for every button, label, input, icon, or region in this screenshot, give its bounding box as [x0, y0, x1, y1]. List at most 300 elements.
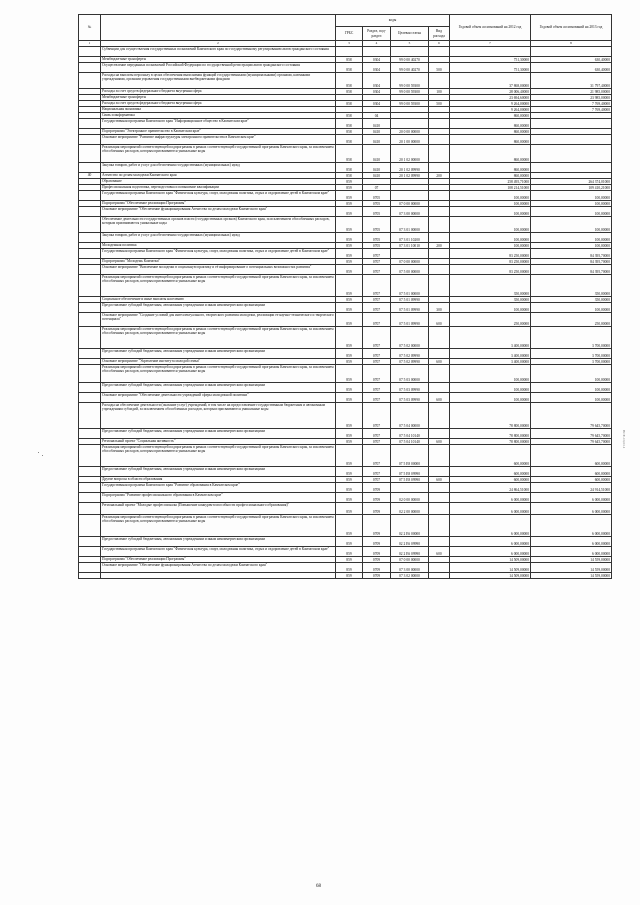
row-razdel: 0707	[363, 365, 391, 383]
row-number	[79, 207, 101, 217]
row-number	[79, 217, 101, 233]
row-amount-2012: 100,00000	[450, 191, 531, 201]
row-name: Закупка товаров, работ и услуг для обеспечения государственных (муниципальных) нужд	[101, 233, 336, 243]
row-amount-2013: 14 559,00000	[531, 573, 612, 579]
column-index: 7	[450, 41, 531, 47]
table-row	[79, 327, 612, 349]
row-amount-2013: 6 000,00000	[531, 547, 612, 557]
row-name: Межбюджетные трансферты	[101, 95, 336, 101]
row-name: Агентство по делам молодежи Камчатского края	[101, 173, 336, 179]
row-vr	[429, 563, 450, 573]
row-razdel: 0707	[363, 303, 391, 313]
row-razdel: 0707	[363, 383, 391, 393]
row-number	[79, 383, 101, 393]
table-row	[79, 163, 612, 173]
row-amount-2013: 100,00000	[531, 393, 612, 403]
row-name: Реализация мероприятий соответствующей подпрограммы в рамках соответствующей государственной программы Камчатского края, за исключением обособленных расходов, которым присваиваются уникальные коды	[101, 515, 336, 537]
row-amount-2013	[531, 47, 612, 57]
row-amount-2013: 14 559,00000	[531, 557, 612, 563]
row-grbs: 858	[336, 101, 363, 107]
table-row	[79, 249, 612, 259]
row-csr: 07 5 04 10140	[391, 429, 429, 439]
row-razdel	[363, 47, 391, 57]
row-razdel: 0709	[363, 493, 391, 503]
table-row	[79, 217, 612, 233]
row-number	[79, 135, 101, 145]
row-name: Государственная программа Камчатского края "Информационное общество в Камчатском крае"	[101, 119, 336, 129]
row-name: Расходы на выплаты персоналу в целях обеспечения выполнения функций государственными (муниципальными) органами, казенными учреждениями, органами управления государственными внебюджетными фондами	[101, 73, 336, 89]
table-row	[79, 73, 612, 89]
row-vr: 600	[429, 393, 450, 403]
row-number	[79, 503, 101, 515]
table-row	[79, 403, 612, 429]
row-razdel: 0707	[363, 403, 391, 429]
row-razdel: 0410	[363, 163, 391, 173]
row-razdel: 0410	[363, 129, 391, 135]
column-index: 6	[429, 41, 450, 47]
row-name: Предоставление субсидий бюджетным, автономным учреждениям и иным некоммерческим организациям	[101, 467, 336, 477]
row-grbs: 858	[336, 57, 363, 63]
row-name: Национальная экономика	[101, 107, 336, 113]
header-2012: Годовой объем ассигнований на 2012 год	[450, 15, 531, 41]
row-amount-2013: 100,00000	[531, 201, 612, 207]
row-vr	[429, 135, 450, 145]
row-vr	[429, 217, 450, 233]
row-number	[79, 275, 101, 297]
row-name: Социальное обеспечение и иные выплаты населению	[101, 297, 336, 303]
table-row	[79, 275, 612, 297]
row-amount-2013: 6 000,00000	[531, 537, 612, 547]
row-name: Подпрограмма "Обеспечение реализации Программы"	[101, 201, 336, 207]
table-row	[79, 393, 612, 403]
row-amount-2012: 600,00000	[450, 477, 531, 483]
row-grbs: 859	[336, 445, 363, 467]
row-razdel: 0707	[363, 249, 391, 259]
row-amount-2012: 6 000,00000	[450, 503, 531, 515]
row-amount-2013: 100,00000	[531, 233, 612, 243]
row-vr	[429, 163, 450, 173]
row-vr	[429, 265, 450, 275]
row-grbs: 859	[336, 537, 363, 547]
row-number	[79, 163, 101, 173]
row-amount-2013: 600,00000	[531, 467, 612, 477]
row-amount-2012: 860,00000	[450, 129, 531, 135]
row-number	[79, 233, 101, 243]
row-vr: 500	[429, 101, 450, 107]
table-row	[79, 537, 612, 547]
row-razdel: 0709	[363, 503, 391, 515]
row-csr: 20 1 00 00000	[391, 135, 429, 145]
row-grbs: 859	[336, 303, 363, 313]
row-vr: 100	[429, 89, 450, 95]
row-csr: 20 1 02 09990	[391, 173, 429, 179]
row-csr: 02 2 E6 09990	[391, 537, 429, 547]
header-csr: Целевая статья	[391, 27, 429, 41]
table-row	[79, 515, 612, 537]
budget-table	[78, 14, 612, 579]
row-number	[79, 393, 101, 403]
row-amount-2013: 630,40000	[531, 57, 612, 63]
row-vr	[429, 47, 450, 57]
row-razdel: 0709	[363, 573, 391, 579]
row-amount-2013: 7 769,40000	[531, 101, 612, 107]
row-grbs: 859	[336, 557, 363, 563]
row-number	[79, 119, 101, 129]
row-csr: 07 5 02 09990	[391, 349, 429, 359]
row-grbs: 859	[336, 493, 363, 503]
row-razdel: 0709	[363, 515, 391, 537]
row-vr	[429, 327, 450, 349]
row-grbs: 859	[336, 207, 363, 217]
row-number	[79, 47, 101, 57]
row-amount-2013: 14 559,00000	[531, 563, 612, 573]
row-name: Региональный проект "Социальная активность"	[101, 439, 336, 445]
row-amount-2012: 3 400,00000	[450, 359, 531, 365]
row-grbs: 859	[336, 179, 363, 185]
row-number	[79, 547, 101, 557]
row-amount-2012: 14 509,00000	[450, 573, 531, 579]
row-vr: 500	[429, 63, 450, 73]
row-csr	[391, 191, 429, 201]
row-grbs: 859	[336, 249, 363, 259]
row-grbs: 859	[336, 403, 363, 429]
row-number	[79, 303, 101, 313]
row-amount-2012: 83 250,00000	[450, 259, 531, 265]
row-name: Предоставление субсидий бюджетным, автономным учреждениям и иным некоммерческим организациям	[101, 383, 336, 393]
row-amount-2012: 100,00000	[450, 303, 531, 313]
row-csr: 07 5 00 00000	[391, 265, 429, 275]
row-razdel: 0705	[363, 233, 391, 243]
row-number	[79, 493, 101, 503]
row-amount-2013: 100,00000	[531, 365, 612, 383]
row-csr: 07 3 01 00000	[391, 217, 429, 233]
row-razdel: 07	[363, 185, 391, 191]
row-razdel: 0705	[363, 243, 391, 249]
row-csr: 07 0 00 00000	[391, 201, 429, 207]
column-index: 1	[79, 41, 101, 47]
row-amount-2012: 24 864,51000	[450, 483, 531, 493]
header-number: №	[79, 15, 101, 41]
row-vr: 600	[429, 439, 450, 445]
row-number	[79, 403, 101, 429]
row-amount-2013	[531, 135, 612, 145]
row-name: Реализация мероприятий соответствующей подпрограммы в рамках соответствующей государственной программы Камчатского края, за исключением обособленных расходов, которым присваиваются уникальные коды	[101, 145, 336, 163]
row-amount-2012: 23 694,60000	[450, 95, 531, 101]
row-amount-2012	[450, 47, 531, 57]
row-amount-2013: 3 700,00000	[531, 349, 612, 359]
row-number	[79, 365, 101, 383]
row-amount-2013: 31 797,40000	[531, 73, 612, 89]
row-amount-2013	[531, 145, 612, 163]
table-row	[79, 63, 612, 73]
row-number	[79, 483, 101, 493]
table-row	[79, 445, 612, 467]
row-razdel: 0707	[363, 259, 391, 265]
scan-speck	[38, 452, 39, 453]
row-amount-2012: 860,00000	[450, 173, 531, 179]
row-amount-2013: 84 395,70000	[531, 249, 612, 259]
row-amount-2013: 350,00000	[531, 275, 612, 297]
row-amount-2012: 860,00000	[450, 113, 531, 119]
row-razdel: 0707	[363, 349, 391, 359]
row-name: Предоставление субсидий бюджетным, автономным учреждениям и иным некоммерческим организациям	[101, 429, 336, 439]
row-grbs: 858	[336, 63, 363, 73]
row-razdel: 0410	[363, 145, 391, 163]
row-razdel: 0707	[363, 265, 391, 275]
row-razdel: 0707	[363, 467, 391, 477]
row-csr	[391, 119, 429, 129]
row-razdel: 0304	[363, 73, 391, 89]
row-amount-2012: 28 006,40000	[450, 89, 531, 95]
row-amount-2013: 6 000,00000	[531, 493, 612, 503]
row-name: Реализация мероприятий соответствующей подпрограммы в рамках соответствующей государственной программы Камчатского края, за исключением обособленных расходов, которым присваиваются уникальные коды	[101, 327, 336, 349]
row-vr	[429, 503, 450, 515]
row-name: Обеспечение деятельности государственных органов власти (государственных органов) Камчатского края, за исключением обособленных расходов, которым присваиваются уникальные коды	[101, 217, 336, 233]
row-vr	[429, 483, 450, 493]
row-name: Закупка товаров, работ и услуг для обеспечения государственных (муниципальных) нужд	[101, 163, 336, 173]
row-csr: 07 3 01 10010	[391, 243, 429, 249]
row-grbs: 859	[336, 365, 363, 383]
row-amount-2013: 109 410,21000	[531, 185, 612, 191]
row-razdel: 0707	[363, 445, 391, 467]
row-razdel: 0707	[363, 327, 391, 349]
row-name: Реализация мероприятий соответствующей подпрограммы в рамках соответствующей государственной программы Камчатского края, за исключением обособленных расходов, которым присваиваются уникальные коды	[101, 445, 336, 467]
row-amount-2013: 100,00000	[531, 207, 612, 217]
row-amount-2013: 100,00000	[531, 191, 612, 201]
row-number	[79, 573, 101, 579]
row-grbs: 858	[336, 145, 363, 163]
table-row	[79, 573, 612, 579]
row-grbs: 859	[336, 259, 363, 265]
header-vr: Вид расхода	[429, 27, 450, 41]
row-grbs: 859	[336, 563, 363, 573]
row-csr: 07 5 03 09990	[391, 383, 429, 393]
row-grbs: 858	[336, 113, 363, 119]
header-grbs: ГРБС	[336, 27, 363, 41]
row-amount-2012: 78 800,00000	[450, 403, 531, 429]
row-grbs: 859	[336, 503, 363, 515]
row-name: Предоставление субсидий бюджетным, автономным учреждениям и иным некоммерческим организациям	[101, 303, 336, 313]
row-vr	[429, 429, 450, 439]
row-amount-2012: 100,00000	[450, 243, 531, 249]
table-row	[79, 563, 612, 573]
row-amount-2012: 350,00000	[450, 275, 531, 297]
row-grbs: 859	[336, 191, 363, 201]
page-number: 68	[316, 884, 321, 889]
row-vr	[429, 73, 450, 89]
row-vr	[429, 365, 450, 383]
row-name: Реализация мероприятий соответствующей подпрограммы в рамках соответствующей государственной программы Камчатского края, за исключением обособленных расходов, которым присваиваются уникальные коды	[101, 275, 336, 297]
row-grbs: 859	[336, 393, 363, 403]
row-csr: 99 0 00 40270	[391, 57, 429, 63]
row-grbs: 859	[336, 313, 363, 327]
row-razdel: 04	[363, 113, 391, 119]
row-csr: 02 2 00 00000	[391, 503, 429, 515]
row-amount-2013	[531, 119, 612, 129]
row-vr	[429, 515, 450, 537]
row-vr: 600	[429, 359, 450, 365]
row-name: Межбюджетные трансферты	[101, 57, 336, 63]
row-amount-2012: 860,00000	[450, 135, 531, 145]
row-csr: 02 0 00 00000	[391, 493, 429, 503]
row-amount-2012: 83 250,00000	[450, 265, 531, 275]
row-vr: 300	[429, 303, 450, 313]
row-name: Государственная программа Камчатского края "Физическая культура, спорт, молодежная политика, отдых и оздоровление детей в Камчатском крае"	[101, 249, 336, 259]
row-vr	[429, 145, 450, 163]
row-vr	[429, 207, 450, 217]
row-csr: 07 5 E8 00000	[391, 445, 429, 467]
row-amount-2012: 37 868,00000	[450, 73, 531, 89]
row-razdel: 0705	[363, 191, 391, 201]
table-row	[79, 265, 612, 275]
row-razdel: 0304	[363, 89, 391, 95]
row-amount-2013: 84 395,70000	[531, 265, 612, 275]
row-amount-2012: 14 509,00000	[450, 557, 531, 563]
header-name	[101, 15, 336, 41]
row-vr	[429, 119, 450, 129]
row-csr: 07 5 03 09990	[391, 393, 429, 403]
row-name: Государственная программа Камчатского края "Физическая культура, спорт, молодежная политика, отдых и оздоровление детей в Камчатском крае"	[101, 191, 336, 201]
row-csr: 07 5 04 00000	[391, 403, 429, 429]
row-number	[79, 515, 101, 537]
row-grbs: 858	[336, 163, 363, 173]
row-grbs: 859	[336, 477, 363, 483]
row-grbs: 859	[336, 185, 363, 191]
row-amount-2013: 7 769,40000	[531, 107, 612, 113]
row-vr	[429, 537, 450, 547]
row-razdel: 0410	[363, 119, 391, 129]
row-name	[101, 573, 336, 579]
row-grbs: 858	[336, 89, 363, 95]
row-amount-2013: 100,00000	[531, 383, 612, 393]
row-grbs: 859	[336, 439, 363, 445]
row-csr: 99 0 00 59300	[391, 89, 429, 95]
row-amount-2012: 100,00000	[450, 383, 531, 393]
row-amount-2012: 78 800,00000	[450, 439, 531, 445]
row-amount-2013: 84 395,70000	[531, 259, 612, 265]
row-name: Основное мероприятие "Обеспечение деятельности учреждений сферы молодежной политики"	[101, 393, 336, 403]
row-amount-2012: 6 000,00000	[450, 515, 531, 537]
table-row	[79, 313, 612, 327]
row-name: Связь и информатика	[101, 113, 336, 119]
row-amount-2013: 600,00000	[531, 477, 612, 483]
row-razdel: 0707	[363, 477, 391, 483]
row-razdel: 0410	[363, 135, 391, 145]
row-number	[79, 445, 101, 467]
row-name: Основное мероприятие "Укрепление института молодой семьи"	[101, 359, 336, 365]
table-body	[79, 47, 612, 579]
row-vr: 600	[429, 477, 450, 483]
row-amount-2013: 6 000,00000	[531, 503, 612, 515]
row-razdel: 0304	[363, 57, 391, 63]
row-razdel: 0707	[363, 313, 391, 327]
row-amount-2012: 258 495,71000	[450, 179, 531, 185]
row-amount-2012: 100,00000	[450, 207, 531, 217]
row-grbs: 859	[336, 349, 363, 359]
table-row	[79, 429, 612, 439]
row-grbs: 859	[336, 297, 363, 303]
row-number	[79, 327, 101, 349]
row-name: Основное мероприятие "Развитие инфраструктуры электронного правительства в Камчатском крае"	[101, 135, 336, 145]
table-row	[79, 383, 612, 393]
row-number	[79, 563, 101, 573]
row-name: Субвенции для осуществления государственных полномочий Камчатского края по государственному регулированию актов гражданского состояния	[101, 47, 336, 57]
row-amount-2012: 100,00000	[450, 393, 531, 403]
row-amount-2013: 600,00000	[531, 445, 612, 467]
row-name: Предоставление субсидий бюджетным, автономным учреждениям и иным некоммерческим организациям	[101, 349, 336, 359]
row-csr: 07 5 E8 09990	[391, 467, 429, 477]
table-row	[79, 493, 612, 503]
row-name: Расходы за счет средств федерального бюджета внутрення сфера	[101, 101, 336, 107]
row-name: Государственная программа Камчатского края "Физическая культура, спорт, молодежная политика, отдых и оздоровление детей в Камчатском крае"	[101, 547, 336, 557]
row-amount-2013: 100,00000	[531, 217, 612, 233]
table-row	[79, 47, 612, 57]
row-csr: 02 2 E6 09990	[391, 547, 429, 557]
row-razdel: 0707	[363, 393, 391, 403]
row-grbs: 858	[336, 119, 363, 129]
row-vr: 600	[429, 547, 450, 557]
row-name: Профессиональная подготовка, переподготовка и повышение квалификации	[101, 185, 336, 191]
row-number	[79, 467, 101, 477]
row-amount-2012: 9 264,00000	[450, 101, 531, 107]
margin-note: ВСЕ-10,01.1	[622, 430, 626, 449]
row-razdel: 0410	[363, 173, 391, 179]
row-name: Образование	[101, 179, 336, 185]
row-number	[79, 145, 101, 163]
row-grbs: 859	[336, 573, 363, 579]
row-name: Другие вопросы в области образования	[101, 477, 336, 483]
row-grbs: 859	[336, 233, 363, 243]
table-row	[79, 547, 612, 557]
row-csr	[391, 483, 429, 493]
row-grbs: 858	[336, 173, 363, 179]
row-grbs: 859	[336, 429, 363, 439]
row-grbs: 859	[336, 359, 363, 365]
row-name: Основное мероприятие "Обеспечение функционирования Агентства по делам молодежи Камчатского края"	[101, 563, 336, 573]
row-amount-2013: 23 985,00000	[531, 95, 612, 101]
row-amount-2012: 9 264,00000	[450, 107, 531, 113]
column-index: 3	[336, 41, 363, 47]
row-amount-2012: 100,00000	[450, 217, 531, 233]
row-name: Подпрограмма "Обеспечение реализации Программы"	[101, 557, 336, 563]
row-amount-2012: 100,00000	[450, 233, 531, 243]
row-csr: 99 0 00 59300	[391, 73, 429, 89]
row-razdel: 0705	[363, 201, 391, 207]
row-amount-2013	[531, 163, 612, 173]
row-razdel: 0709	[363, 557, 391, 563]
row-name: Региональный проект "Молодые профессионалы (Повышение конкурентоспособности профессионального образования)"	[101, 503, 336, 515]
row-amount-2012: 78 800,00000	[450, 429, 531, 439]
row-amount-2012: 3 400,00000	[450, 327, 531, 349]
row-amount-2013: 24 914,51000	[531, 483, 612, 493]
row-csr: 20 1 02 09990	[391, 163, 429, 173]
row-razdel: 0707	[363, 439, 391, 445]
table-row	[79, 303, 612, 313]
row-grbs: 859	[336, 467, 363, 477]
row-csr: 07 5 E8 09990	[391, 477, 429, 483]
row-csr: 07 5 03 00000	[391, 365, 429, 383]
row-vr	[429, 275, 450, 297]
row-csr: 07 5 01 09990	[391, 303, 429, 313]
header-razdel: Раздел, под-раздел	[363, 27, 391, 41]
row-csr: 07 5 01 09990	[391, 313, 429, 327]
row-amount-2012: 108 214,51000	[450, 185, 531, 191]
row-number	[79, 73, 101, 89]
row-name: Молодежная политика	[101, 243, 336, 249]
row-name: Осуществление переданных полномочий Российской Федерации по государственной регистрации актов гражданского состояния	[101, 63, 336, 73]
row-name: Расходы на обеспечение деятельности (оказание услуг) учреждений, в том числе на предоставление государственным бюджетным и автономным учреждениям субсидий, за исключением обособленных расходов, которым присваиваются уникальные коды	[101, 403, 336, 429]
row-razdel: 0709	[363, 547, 391, 557]
